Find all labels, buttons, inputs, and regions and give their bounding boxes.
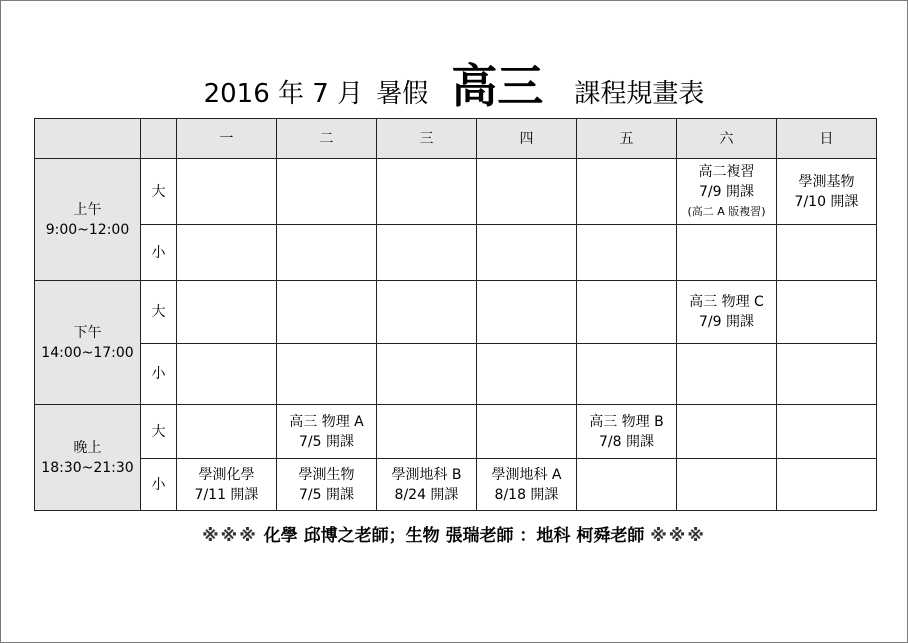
cell [177,344,277,405]
slot-name: 上午 [73,201,102,218]
course-cell [377,459,477,511]
course-name: 學測基物 [798,173,855,190]
cell [177,281,277,344]
course-start: 7/11 開課 [194,486,259,503]
cell [377,344,477,405]
course-start: 7/5 開課 [299,486,354,503]
slot-time: 14:00~17:00 [41,344,134,361]
size-small: 小 [141,459,177,511]
course-cell [577,405,677,459]
footer-marks-right: ※※※ [650,526,706,546]
cell [277,159,377,225]
course-cell [277,459,377,511]
size-big: 大 [141,159,177,225]
header-day-wed: 三 [377,119,477,159]
cell [277,344,377,405]
course-name: 學測化學 [198,466,255,483]
cell [777,344,877,405]
cell [377,225,477,281]
schedule-table [34,118,877,511]
course-name: 學測生物 [298,466,355,483]
teacher-footer [0,521,908,546]
size-big: 大 [141,405,177,459]
course-name: 高二複習 [698,163,755,180]
table-row [35,281,877,344]
table-row [35,344,877,405]
course-start: 7/8 開課 [599,433,654,450]
course-name: 高三 物理 B [589,413,664,430]
cell [777,281,877,344]
header-size [141,119,177,159]
cell [677,344,777,405]
course-cell [677,159,777,225]
course-start: 7/5 開課 [299,433,354,450]
slot-afternoon [35,281,141,405]
course-note: (高二 A 版複習) [687,204,766,218]
course-name: 學測地科 A [491,466,562,483]
header-day-mon: 一 [177,119,277,159]
cell [277,281,377,344]
title-grade: 高三 [451,59,544,113]
cell [277,225,377,281]
cell [477,281,577,344]
table-row [35,159,877,225]
course-start: 8/24 開課 [394,486,459,503]
course-cell [277,405,377,459]
cell [477,225,577,281]
cell [177,225,277,281]
cell [177,405,277,459]
size-small: 小 [141,225,177,281]
title-year-month: 2016 年 7 月 [203,79,364,109]
cell [677,405,777,459]
course-start: 7/9 開課 [699,183,754,200]
header-day-sun: 日 [777,119,877,159]
cell [577,281,677,344]
cell [777,225,877,281]
cell [177,159,277,225]
slot-evening [35,405,141,511]
course-name: 高三 物理 A [289,413,364,430]
cell [377,159,477,225]
slot-time: 18:30~21:30 [41,459,134,476]
cell [577,225,677,281]
cell [677,225,777,281]
cell [477,344,577,405]
size-big: 大 [141,281,177,344]
course-cell [177,459,277,511]
course-name: 高三 物理 C [689,294,764,310]
header-day-thu: 四 [477,119,577,159]
cell [477,405,577,459]
cell [377,405,477,459]
table-row [35,405,877,459]
course-start: 7/10 開課 [794,193,859,210]
slot-name: 晚上 [73,439,102,456]
slot-time: 9:00~12:00 [45,221,130,238]
course-cell [677,281,777,344]
footer-marks-left: ※※※ [202,526,258,546]
course-cell [777,159,877,225]
course-start: 8/18 開課 [494,486,559,503]
course-cell [477,459,577,511]
header-day-tue: 二 [277,119,377,159]
header-day-sat: 六 [677,119,777,159]
footer-teachers: 化學 邱博之老師；生物 張瑞老師 ：地科 柯舜老師 [263,526,645,546]
header-row [35,119,877,159]
cell [477,159,577,225]
cell [777,459,877,511]
table-row [35,459,877,511]
title-suffix: 課程規畫表 [574,79,705,109]
cell [377,281,477,344]
title-vacation: 暑假 [376,79,429,109]
slot-name: 下午 [73,324,102,341]
cell [577,344,677,405]
table-row [35,225,877,281]
header-corner [35,119,141,159]
header-day-fri: 五 [577,119,677,159]
size-small: 小 [141,344,177,405]
cell [577,459,677,511]
page-title [0,50,908,113]
slot-morning [35,159,141,281]
course-name: 學測地科 B [391,466,462,483]
cell [577,159,677,225]
cell [677,459,777,511]
cell [777,405,877,459]
course-start: 7/9 開課 [699,314,754,330]
